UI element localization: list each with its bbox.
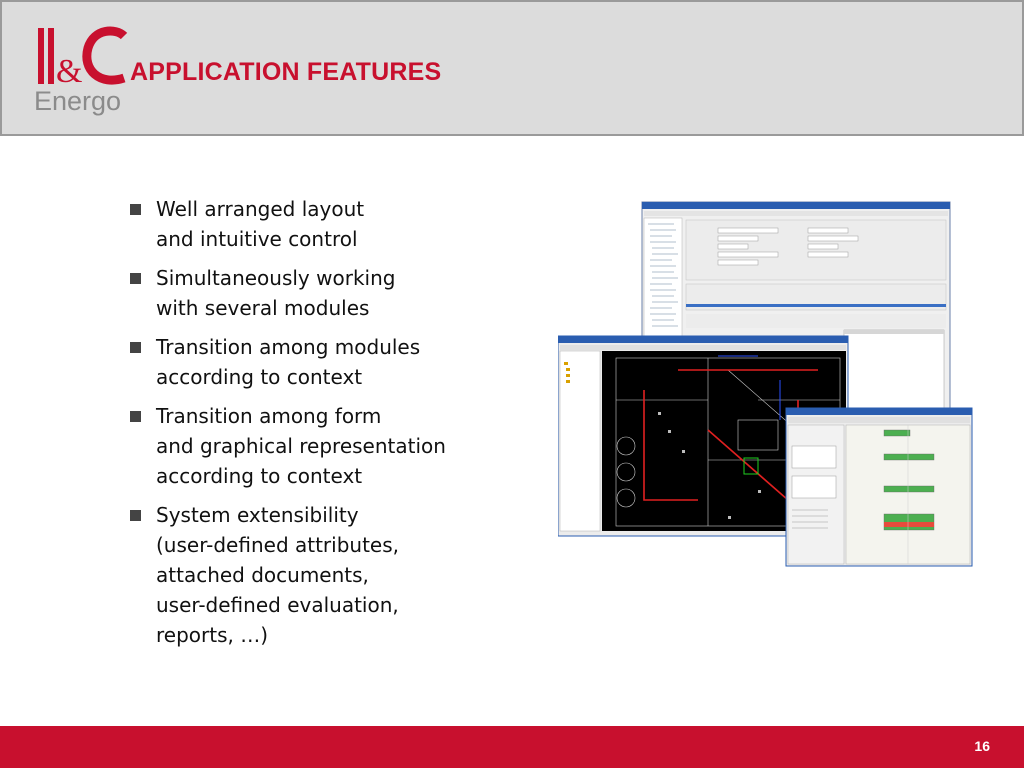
feature-text-line: System extensibility [156, 503, 359, 527]
feature-text-line: Well arranged layout [156, 197, 365, 221]
feature-text-line: and graphical representation [156, 434, 446, 458]
feature-text-line: and intuitive control [156, 227, 358, 251]
feature-text-line: (user-defined attributes, [156, 533, 400, 557]
feature-text-line: reports, …) [156, 623, 269, 647]
feature-bullet [128, 263, 508, 323]
feature-text-line: according to context [156, 464, 363, 488]
feature-bullet [128, 500, 508, 650]
segments-window [786, 408, 972, 566]
feature-bullet [128, 401, 508, 491]
square-bullet-icon [130, 411, 141, 422]
feature-list [128, 194, 508, 659]
feature-bullet [128, 194, 508, 254]
square-bullet-icon [130, 273, 141, 284]
square-bullet-icon [130, 342, 141, 353]
square-bullet-icon [130, 204, 141, 215]
logo-subtitle: Energo [34, 86, 122, 116]
slide-footer [0, 726, 1024, 768]
square-bullet-icon [130, 510, 141, 521]
company-logo [26, 20, 126, 124]
feature-text-line: with several modules [156, 296, 370, 320]
feature-text-line: attached documents, [156, 563, 369, 587]
feature-bullet [128, 332, 508, 392]
feature-text-line: Simultaneously working [156, 266, 396, 290]
logo-mark-graphic [38, 26, 128, 90]
application-screenshots [558, 200, 976, 570]
page-number: 16 [974, 738, 990, 754]
page-title: APPLICATION FEATURES [130, 58, 442, 86]
feature-text-line: Transition among modules [156, 335, 421, 359]
svg-text:&: & [56, 53, 83, 90]
slide-header [0, 0, 1024, 136]
feature-text-line: user-defined evaluation, [156, 593, 399, 617]
feature-text-line: according to context [156, 365, 363, 389]
feature-text-line: Transition among form [156, 404, 382, 428]
